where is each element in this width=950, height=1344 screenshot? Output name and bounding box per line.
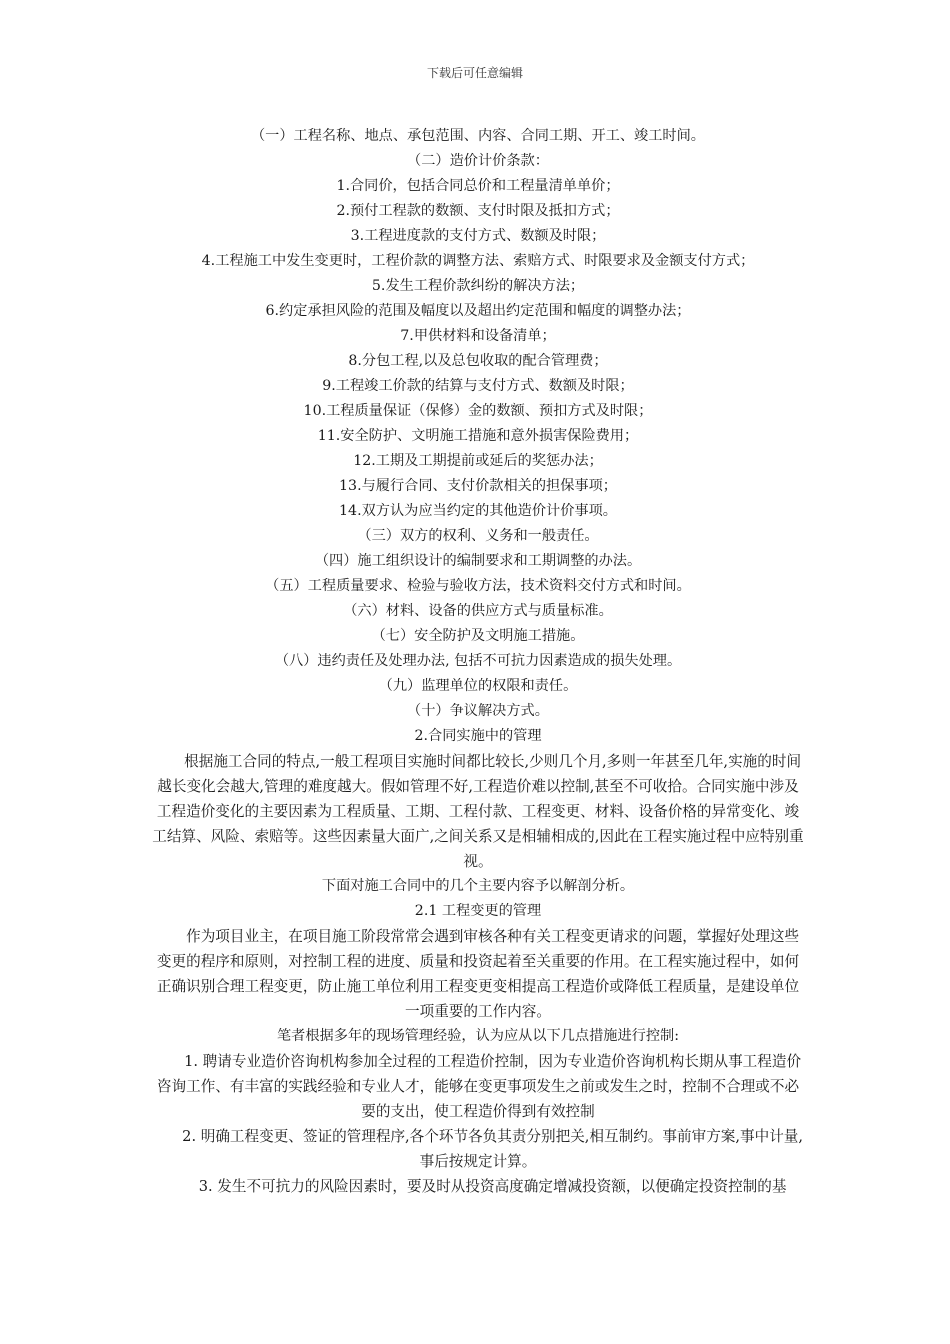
contract-clause-4: （四）施工组织设计的编制要求和工期调整的办法。 (314, 553, 642, 569)
pricing-item: 2.预付工程款的数额、支付时限及抵扣方式； (336, 203, 620, 219)
analysis-intro: 下面对施工合同中的几个主要内容予以解剖分析。 (321, 878, 635, 894)
contract-clause-1: （一）工程名称、地点、承包范围、内容、合同工期、开工、竣工时间。 (250, 128, 705, 144)
contract-clause-8: （八）违约责任及处理办法, 包括不可抗力因素造成的损失处理。 (274, 653, 682, 669)
pricing-item: 3.工程进度款的支付方式、数额及时限； (350, 228, 606, 244)
contract-clause-3: （三）双方的权利、义务和一般责任。 (357, 528, 599, 544)
pricing-item: 12.工期及工期提前或延后的奖惩办法； (353, 453, 603, 469)
pricing-item: 4.工程施工中发生变更时，工程价款的调整方法、索赔方式、时限要求及金额支付方式； (201, 253, 755, 269)
page-header: 下载后可任意编辑 (426, 66, 523, 80)
measures-intro: 笔者根据多年的现场管理经验，认为应从以下几点措施进行控制: (276, 1028, 680, 1044)
document-body (150, 124, 806, 1199)
pricing-item: 6.约定承担风险的范围及幅度以及超出约定范围和幅度的调整办法； (265, 303, 691, 319)
contract-clause-6: （六）材料、设备的供应方式与质量标准。 (343, 603, 613, 619)
pricing-item: 14.双方认为应当约定的其他造价计价事项。 (339, 503, 617, 519)
contract-clause-10: （十）争议解决方式。 (407, 703, 549, 719)
paragraph-owner-role: 作为项目业主，在项目施工阶段常常会遇到审核各种有关工程变更请求的问题，掌握好处理这些变更的程序和原则，对控制工程的进度、质量和投资起着至关重要的作用。在工程实施过程中，如何正确识别合理工程变更，防止施工单位利用工程变更变相提高工程造价或降低工程质量，是建设单位一项重要的工作内容。 (156, 928, 800, 1020)
contract-clause-9: （九）监理单位的权限和责任。 (378, 678, 578, 694)
pricing-item: 9.工程竣工价款的结算与支付方式、数额及时限； (322, 378, 634, 394)
pricing-item: 5.发生工程价款纠纷的解决方法； (371, 278, 585, 294)
pricing-item: 13.与履行合同、支付价款相关的担保事项； (339, 478, 617, 494)
pricing-item: 11.安全防护、文明施工措施和意外损害保险费用； (317, 428, 639, 444)
section-heading-2: 2.合同实施中的管理 (414, 728, 542, 744)
measure-item-3: 3. 发生不可抗力的风险因素时，要及时从投资高度确定增减投资额，以便确定投资控制的基 (198, 1178, 787, 1195)
paragraph-contract-management: 根据施工合同的特点,一般工程项目实施时间都比较长,少则几个月,多则一年甚至几年,实施的时间越长变化会越大,管理的难度越大。假如管理不好,工程造价难以控制,甚至不可收拾。合同实施中涉及工程造价变化的主要因素为工程质量、工期、工程付款、工程变更、材料、设备价格的异常变化、竣工结算、风险、索赔等。这些因素量大面广,之间关系又是相辅相成的,因此在工程实施过程中应特别重视。 (152, 753, 804, 870)
contract-clause-7: （七）安全防护及文明施工措施。 (371, 628, 585, 644)
contract-clause-2: （二）造价计价条款： (407, 153, 549, 169)
measure-item-1: 1. 聘请专业造价咨询机构参加全过程的工程造价控制，因为专业造价咨询机构长期从事工程造价咨询工作、有丰富的实践经验和专业人才，能够在变更事项发生之前或发生之时，控制不合理或不必要的支出，使工程造价得到有效控制 (156, 1053, 802, 1120)
section-heading-2-1: 2.1 工程变更的管理 (414, 903, 542, 919)
pricing-item: 10.工程质量保证（保修）金的数额、预扣方式及时限； (303, 403, 653, 419)
pricing-item: 8.分包工程,以及总包收取的配合管理费； (348, 353, 608, 369)
pricing-item: 7.甲供材料和设备清单； (400, 328, 556, 344)
measure-item-2: 2. 明确工程变更、签证的管理程序,各个环节各负其责分别把关,相互制约。事前审方案,事中计量,事后按规定计算。 (182, 1128, 804, 1170)
pricing-item: 1.合同价，包括合同总价和工程量清单单价； (336, 178, 620, 194)
contract-clause-5: （五）工程质量要求、检验与验收方法，技术资料交付方式和时间。 (265, 578, 691, 594)
